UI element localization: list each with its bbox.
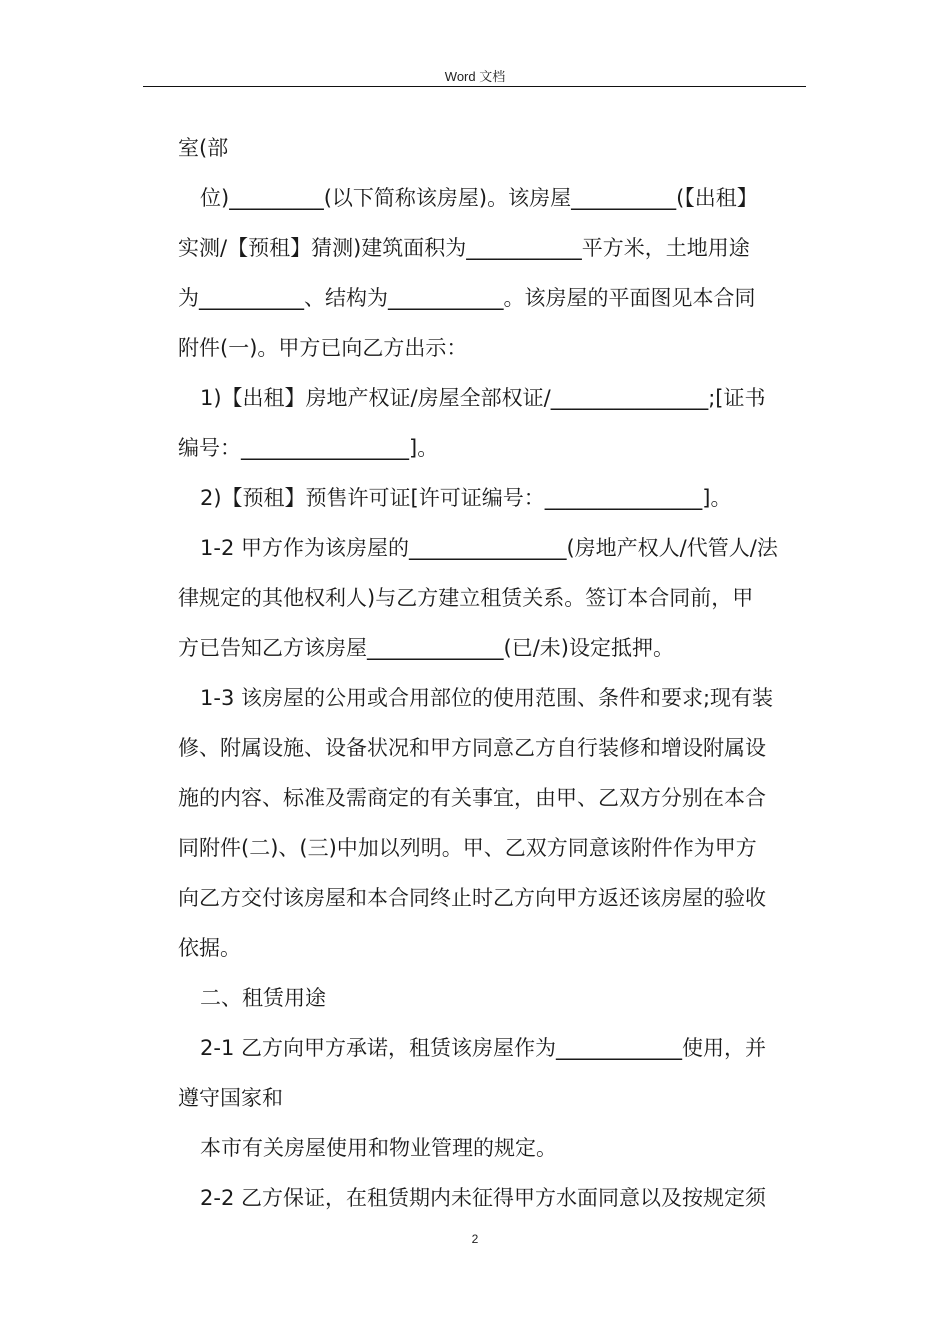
body-line: 实测/【预租】猜测)建筑面积为___________平方米，土地用途 xyxy=(178,236,750,260)
body-line: 遵守国家和 xyxy=(178,1086,283,1110)
body-line: 向乙方交付该房屋和本合同终止时乙方向甲方返还该房屋的验收 xyxy=(178,886,766,910)
body-line: 2-1 乙方向甲方承诺，租赁该房屋作为____________使用，并 xyxy=(200,1036,766,1060)
body-line: 1-3 该房屋的公用或合用部位的使用范围、条件和要求;现有装 xyxy=(200,686,774,710)
header-divider xyxy=(143,86,806,87)
body-line: 2-2 乙方保证，在租赁期内未征得甲方水面同意以及按规定须 xyxy=(200,1186,766,1210)
body-line: 施的内容、标准及需商定的有关事宜，由甲、乙双方分别在本合 xyxy=(178,786,766,810)
body-line: 修、附属设施、设备状况和甲方同意乙方自行装修和增设附属设 xyxy=(178,736,766,760)
body-line: 方已告知乙方该房屋_____________(已/未)设定抵押。 xyxy=(178,636,674,660)
page-number: 2 xyxy=(471,1232,479,1246)
body-line: 位)_________(以下简称该房屋)。该房屋__________(【出租】 xyxy=(200,186,758,210)
body-line: 同附件(二)、(三)中加以列明。甲、乙双方同意该附件作为甲方 xyxy=(178,836,757,860)
body-line: 编号：________________]。 xyxy=(178,436,439,460)
section-heading: 二、租赁用途 xyxy=(200,986,326,1010)
body-line: 2)【预租】预售许可证[许可证编号：_______________]。 xyxy=(200,486,732,510)
body-line: 1-2 甲方作为该房屋的_______________(房地产权人/代管人/法 xyxy=(200,536,778,560)
body-line: 1)【出租】房地产权证/房屋全部权证/_______________;[证书 xyxy=(200,386,766,410)
body-line: 本市有关房屋使用和物业管理的规定。 xyxy=(200,1136,557,1160)
body-line: 室(部 xyxy=(178,136,229,160)
body-line: 律规定的其他权利人)与乙方建立租赁关系。签订本合同前，甲 xyxy=(178,586,754,610)
body-line: 附件(一)。甲方已向乙方出示： xyxy=(178,336,468,360)
body-line: 为__________、结构为___________。该房屋的平面图见本合同 xyxy=(178,286,756,310)
body-line: 依据。 xyxy=(178,936,241,960)
header-title: Word 文档 xyxy=(444,69,506,84)
